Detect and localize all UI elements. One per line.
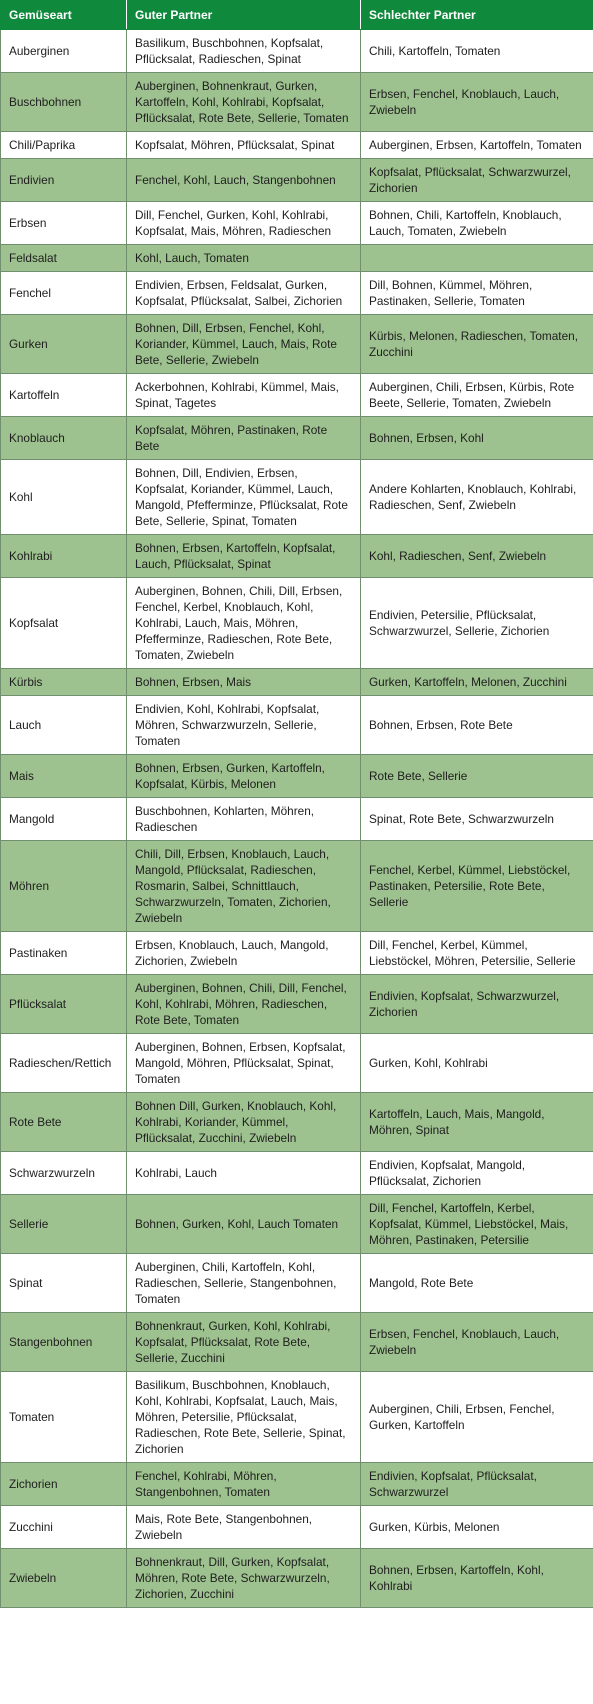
cell-good-partner: Bohnen, Dill, Endivien, Erbsen, Kopfsalat, Koriander, Kümmel, Lauch, Mangold, Pfefferminze, Pflücksalat, Rote Bete, Sellerie, Spinat, Tomaten <box>127 460 361 535</box>
table-row <box>1 159 593 202</box>
table-row <box>1 374 593 417</box>
table-row <box>1 932 593 975</box>
table-row <box>1 315 593 374</box>
header-vegetable: Gemüseart <box>1 1 127 30</box>
table-row <box>1 132 593 159</box>
header-bad-partner: Schlechter Partner <box>361 1 593 30</box>
cell-bad-partner: Auberginen, Erbsen, Kartoffeln, Tomaten <box>361 132 593 159</box>
cell-vegetable: Zucchini <box>1 1506 127 1549</box>
cell-vegetable: Radieschen/Rettich <box>1 1034 127 1093</box>
cell-bad-partner: Bohnen, Erbsen, Kartoffeln, Kohl, Kohlrabi <box>361 1549 593 1608</box>
cell-good-partner: Fenchel, Kohl, Lauch, Stangenbohnen <box>127 159 361 202</box>
cell-vegetable: Kartoffeln <box>1 374 127 417</box>
cell-bad-partner: Kartoffeln, Lauch, Mais, Mangold, Möhren, Spinat <box>361 1093 593 1152</box>
cell-good-partner: Kopfsalat, Möhren, Pflücksalat, Spinat <box>127 132 361 159</box>
cell-bad-partner: Auberginen, Chili, Erbsen, Fenchel, Gurken, Kartoffeln <box>361 1372 593 1463</box>
cell-good-partner: Buschbohnen, Kohlarten, Möhren, Radieschen <box>127 798 361 841</box>
cell-good-partner: Auberginen, Bohnen, Erbsen, Kopfsalat, Mangold, Möhren, Pflücksalat, Spinat, Tomaten <box>127 1034 361 1093</box>
cell-bad-partner: Mangold, Rote Bete <box>361 1254 593 1313</box>
table-row <box>1 1254 593 1313</box>
cell-bad-partner: Dill, Fenchel, Kartoffeln, Kerbel, Kopfsalat, Kümmel, Liebstöckel, Mais, Möhren, Pastinaken, Petersilie <box>361 1195 593 1254</box>
cell-bad-partner: Kopfsalat, Pflücksalat, Schwarzwurzel, Zichorien <box>361 159 593 202</box>
table-header <box>1 1 593 30</box>
cell-good-partner: Chili, Dill, Erbsen, Knoblauch, Lauch, Mangold, Pflücksalat, Radieschen, Rosmarin, Salbei, Schnittlauch, Schwarzwurzeln, Tomaten, Zichorien, Zwiebeln <box>127 841 361 932</box>
cell-good-partner: Fenchel, Kohlrabi, Möhren, Stangenbohnen, Tomaten <box>127 1463 361 1506</box>
cell-good-partner: Kopfsalat, Möhren, Pastinaken, Rote Bete <box>127 417 361 460</box>
cell-good-partner: Bohnen, Erbsen, Kartoffeln, Kopfsalat, Lauch, Pflücksalat, Spinat <box>127 535 361 578</box>
cell-vegetable: Sellerie <box>1 1195 127 1254</box>
cell-bad-partner: Gurken, Kohl, Kohlrabi <box>361 1034 593 1093</box>
cell-vegetable: Kürbis <box>1 669 127 696</box>
table-body <box>1 30 593 1608</box>
cell-bad-partner: Andere Kohlarten, Knoblauch, Kohlrabi, Radieschen, Senf, Zwiebeln <box>361 460 593 535</box>
table-row <box>1 1034 593 1093</box>
table-row <box>1 1152 593 1195</box>
cell-vegetable: Chili/Paprika <box>1 132 127 159</box>
cell-good-partner: Basilikum, Buschbohnen, Knoblauch, Kohl, Kohlrabi, Kopfsalat, Lauch, Mais, Möhren, Petersilie, Pflücksalat, Radieschen, Rote Bete, Sellerie, Spinat, Zichorien <box>127 1372 361 1463</box>
header-row <box>1 1 593 30</box>
cell-vegetable: Mangold <box>1 798 127 841</box>
cell-vegetable: Kopfsalat <box>1 578 127 669</box>
table-row <box>1 245 593 272</box>
cell-bad-partner: Auberginen, Chili, Erbsen, Kürbis, Rote Beete, Sellerie, Tomaten, Zwiebeln <box>361 374 593 417</box>
cell-good-partner: Auberginen, Chili, Kartoffeln, Kohl, Radieschen, Sellerie, Stangenbohnen, Tomaten <box>127 1254 361 1313</box>
cell-vegetable: Schwarzwurzeln <box>1 1152 127 1195</box>
cell-vegetable: Endivien <box>1 159 127 202</box>
cell-good-partner: Basilikum, Buschbohnen, Kopfsalat, Pflücksalat, Radieschen, Spinat <box>127 30 361 73</box>
cell-good-partner: Kohl, Lauch, Tomaten <box>127 245 361 272</box>
cell-bad-partner: Bohnen, Erbsen, Kohl <box>361 417 593 460</box>
cell-good-partner: Kohlrabi, Lauch <box>127 1152 361 1195</box>
cell-vegetable: Zwiebeln <box>1 1549 127 1608</box>
cell-bad-partner: Bohnen, Chili, Kartoffeln, Knoblauch, Lauch, Tomaten, Zwiebeln <box>361 202 593 245</box>
cell-good-partner: Bohnenkraut, Dill, Gurken, Kopfsalat, Möhren, Rote Bete, Schwarzwurzeln, Zichorien, Zucchini <box>127 1549 361 1608</box>
cell-vegetable: Kohlrabi <box>1 535 127 578</box>
cell-good-partner: Ackerbohnen, Kohlrabi, Kümmel, Mais, Spinat, Tagetes <box>127 374 361 417</box>
cell-bad-partner: Gurken, Kartoffeln, Melonen, Zucchini <box>361 669 593 696</box>
cell-bad-partner: Kohl, Radieschen, Senf, Zwiebeln <box>361 535 593 578</box>
cell-bad-partner: Endivien, Kopfsalat, Pflücksalat, Schwarzwurzel <box>361 1463 593 1506</box>
cell-good-partner: Auberginen, Bohnenkraut, Gurken, Kartoffeln, Kohl, Kohlrabi, Kopfsalat, Pflücksalat, Rote Bete, Sellerie, Tomaten <box>127 73 361 132</box>
cell-vegetable: Buschbohnen <box>1 73 127 132</box>
cell-bad-partner: Bohnen, Erbsen, Rote Bete <box>361 696 593 755</box>
cell-vegetable: Stangenbohnen <box>1 1313 127 1372</box>
cell-good-partner: Bohnen, Erbsen, Gurken, Kartoffeln, Kopfsalat, Kürbis, Melonen <box>127 755 361 798</box>
table-row <box>1 1463 593 1506</box>
cell-vegetable: Feldsalat <box>1 245 127 272</box>
cell-good-partner: Bohnen, Dill, Erbsen, Fenchel, Kohl, Koriander, Kümmel, Lauch, Mais, Rote Bete, Sellerie, Zwiebeln <box>127 315 361 374</box>
cell-bad-partner: Endivien, Kopfsalat, Mangold, Pflücksalat, Zichorien <box>361 1152 593 1195</box>
table-row <box>1 975 593 1034</box>
cell-good-partner: Endivien, Erbsen, Feldsalat, Gurken, Kopfsalat, Pflücksalat, Salbei, Zichorien <box>127 272 361 315</box>
cell-good-partner: Auberginen, Bohnen, Chili, Dill, Fenchel, Kohl, Kohlrabi, Möhren, Radieschen, Rote Bete, Tomaten <box>127 975 361 1034</box>
cell-vegetable: Pflücksalat <box>1 975 127 1034</box>
cell-good-partner: Erbsen, Knoblauch, Lauch, Mangold, Zichorien, Zwiebeln <box>127 932 361 975</box>
header-good-partner: Guter Partner <box>127 1 361 30</box>
table-row <box>1 272 593 315</box>
table-row <box>1 841 593 932</box>
table-row <box>1 417 593 460</box>
table-row <box>1 1506 593 1549</box>
cell-bad-partner: Endivien, Petersilie, Pflücksalat, Schwarzwurzel, Sellerie, Zichorien <box>361 578 593 669</box>
table-row <box>1 535 593 578</box>
cell-vegetable: Auberginen <box>1 30 127 73</box>
cell-good-partner: Bohnen, Gurken, Kohl, Lauch Tomaten <box>127 1195 361 1254</box>
table-row <box>1 1093 593 1152</box>
cell-vegetable: Möhren <box>1 841 127 932</box>
cell-bad-partner: Chili, Kartoffeln, Tomaten <box>361 30 593 73</box>
table-row <box>1 30 593 73</box>
cell-bad-partner: Fenchel, Kerbel, Kümmel, Liebstöckel, Pastinaken, Petersilie, Rote Bete, Sellerie <box>361 841 593 932</box>
cell-bad-partner: Kürbis, Melonen, Radieschen, Tomaten, Zucchini <box>361 315 593 374</box>
table-row <box>1 669 593 696</box>
cell-vegetable: Knoblauch <box>1 417 127 460</box>
table-row <box>1 1313 593 1372</box>
cell-good-partner: Bohnen, Erbsen, Mais <box>127 669 361 696</box>
cell-vegetable: Gurken <box>1 315 127 374</box>
cell-good-partner: Mais, Rote Bete, Stangenbohnen, Zwiebeln <box>127 1506 361 1549</box>
cell-vegetable: Lauch <box>1 696 127 755</box>
cell-bad-partner: Erbsen, Fenchel, Knoblauch, Lauch, Zwiebeln <box>361 73 593 132</box>
cell-good-partner: Bohnen Dill, Gurken, Knoblauch, Kohl, Kohlrabi, Koriander, Kümmel, Pflücksalat, Zucchini, Zwiebeln <box>127 1093 361 1152</box>
cell-vegetable: Pastinaken <box>1 932 127 975</box>
cell-bad-partner: Dill, Fenchel, Kerbel, Kümmel, Liebstöckel, Möhren, Petersilie, Sellerie <box>361 932 593 975</box>
table-row <box>1 73 593 132</box>
cell-vegetable: Erbsen <box>1 202 127 245</box>
cell-good-partner: Dill, Fenchel, Gurken, Kohl, Kohlrabi, Kopfsalat, Mais, Möhren, Radieschen <box>127 202 361 245</box>
table-row <box>1 1372 593 1463</box>
cell-bad-partner: Endivien, Kopfsalat, Schwarzwurzel, Zichorien <box>361 975 593 1034</box>
cell-vegetable: Zichorien <box>1 1463 127 1506</box>
cell-vegetable: Tomaten <box>1 1372 127 1463</box>
cell-bad-partner: Dill, Bohnen, Kümmel, Möhren, Pastinaken, Sellerie, Tomaten <box>361 272 593 315</box>
table-row <box>1 578 593 669</box>
table-row <box>1 696 593 755</box>
cell-vegetable: Spinat <box>1 1254 127 1313</box>
cell-good-partner: Auberginen, Bohnen, Chili, Dill, Erbsen, Fenchel, Kerbel, Knoblauch, Kohl, Kohlrabi, Lauch, Mais, Möhren, Pfefferminze, Radieschen, Rote Bete, Tomaten, Zwiebeln <box>127 578 361 669</box>
cell-vegetable: Rote Bete <box>1 1093 127 1152</box>
cell-bad-partner: Rote Bete, Sellerie <box>361 755 593 798</box>
table-row <box>1 460 593 535</box>
table-row <box>1 798 593 841</box>
table-row <box>1 202 593 245</box>
cell-bad-partner: Spinat, Rote Bete, Schwarzwurzeln <box>361 798 593 841</box>
cell-vegetable: Kohl <box>1 460 127 535</box>
table-row <box>1 1195 593 1254</box>
cell-good-partner: Endivien, Kohl, Kohlrabi, Kopfsalat, Möhren, Schwarzwurzeln, Sellerie, Tomaten <box>127 696 361 755</box>
table-row <box>1 755 593 798</box>
cell-bad-partner: Gurken, Kürbis, Melonen <box>361 1506 593 1549</box>
cell-vegetable: Mais <box>1 755 127 798</box>
table-row <box>1 1549 593 1608</box>
cell-bad-partner: Erbsen, Fenchel, Knoblauch, Lauch, Zwiebeln <box>361 1313 593 1372</box>
cell-good-partner: Bohnenkraut, Gurken, Kohl, Kohlrabi, Kopfsalat, Pflücksalat, Rote Bete, Sellerie, Zucchini <box>127 1313 361 1372</box>
cell-bad-partner <box>361 245 593 272</box>
cell-vegetable: Fenchel <box>1 272 127 315</box>
